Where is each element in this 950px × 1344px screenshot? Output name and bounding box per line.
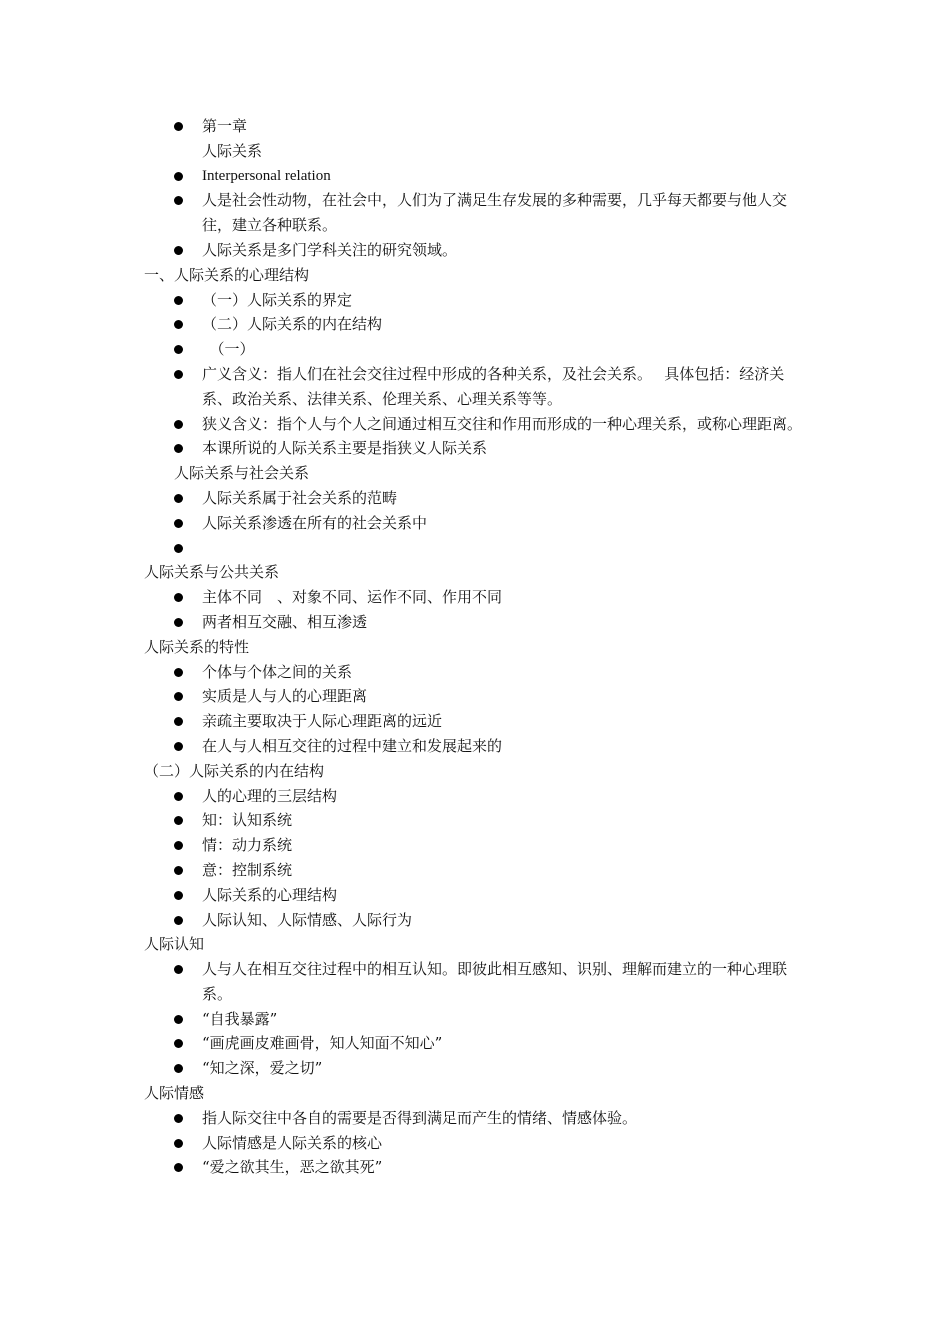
bullet-item: 人际认知、人际情感、人际行为 <box>0 908 807 933</box>
bullet-item: 在人与人相互交往的过程中建立和发展起来的 <box>0 734 807 759</box>
bullet-item: 人与人在相互交往过程中的相互认知。即彼此相互感知、识别、理解而建立的一种心理联系。 <box>0 957 807 1007</box>
bullet-item: 亲疏主要取决于人际心理距离的远近 <box>0 709 807 734</box>
bullet-item: （二）人际关系的内在结构 <box>0 312 807 337</box>
bullet-item: “自我暴露” <box>0 1007 807 1032</box>
section-heading: （二）人际关系的内在结构 <box>144 761 325 780</box>
bullet-item: 人际关系渗透在所有的社会关系中 <box>0 511 807 536</box>
section-heading: 人际情感 <box>144 1084 205 1103</box>
bullet-item: 实质是人与人的心理距离 <box>0 684 807 709</box>
bullet-item: “画虎画皮难画骨，知人知面不知心” <box>0 1031 807 1056</box>
section-heading: 人际关系与公共关系 <box>144 563 280 582</box>
bullet-item: （一）人际关系的界定 <box>0 288 807 313</box>
bullet-item: “爱之欲其生，恶之欲其死” <box>0 1155 807 1180</box>
bullet-item: 广义含义：指人们在社会交往过程中形成的各种关系，及社会关系。 具体包括：经济关系、政治关系、法律关系、伦理关系、心理关系等等。 <box>0 362 807 412</box>
bullet-item: 本课所说的人际关系主要是指狭义人际关系 <box>0 436 807 461</box>
section-heading: 人际关系的特性 <box>144 637 250 656</box>
bullet-item: Interpersonal relation <box>0 164 807 189</box>
bullet-item: 第一章 <box>0 114 807 139</box>
bullet-item: 人际关系的心理结构 <box>0 883 807 908</box>
bullet-item: 狭义含义：指个人与个人之间通过相互交往和作用而形成的一种心理关系，或称心理距离。 <box>0 412 807 437</box>
section-heading: 人际关系与社会关系 <box>174 464 310 483</box>
bullet-item <box>0 536 807 561</box>
bullet-item: 个体与个体之间的关系 <box>0 660 807 685</box>
section-heading: 人际认知 <box>144 935 205 954</box>
continuation-line: 人际关系 <box>202 141 263 160</box>
bullet-item: 人际情感是人际关系的核心 <box>0 1131 807 1156</box>
bullet-item: 知：认知系统 <box>0 808 807 833</box>
section-heading: 一、人际关系的心理结构 <box>144 265 310 284</box>
bullet-item: 情：动力系统 <box>0 833 807 858</box>
bullet-item: 主体不同 、对象不同、运作不同、作用不同 <box>0 585 807 610</box>
bullet-item: 人的心理的三层结构 <box>0 784 807 809</box>
bullet-item: 意：控制系统 <box>0 858 807 883</box>
bullet-item: 人是社会性动物，在社会中，人们为了满足生存发展的多种需要，几乎每天都要与他人交往，建立各种联系。 <box>0 188 807 238</box>
bullet-item: 人际关系属于社会关系的范畴 <box>0 486 807 511</box>
bullet-item: 指人际交往中各自的需要是否得到满足而产生的情绪、情感体验。 <box>0 1106 807 1131</box>
document-body <box>0 114 950 1180</box>
bullet-item: 两者相互交融、相互渗透 <box>0 610 807 635</box>
bullet-item: “知之深，爱之切” <box>0 1056 807 1081</box>
bullet-item: （一） <box>0 337 807 362</box>
bullet-item: 人际关系是多门学科关注的研究领域。 <box>0 238 807 263</box>
